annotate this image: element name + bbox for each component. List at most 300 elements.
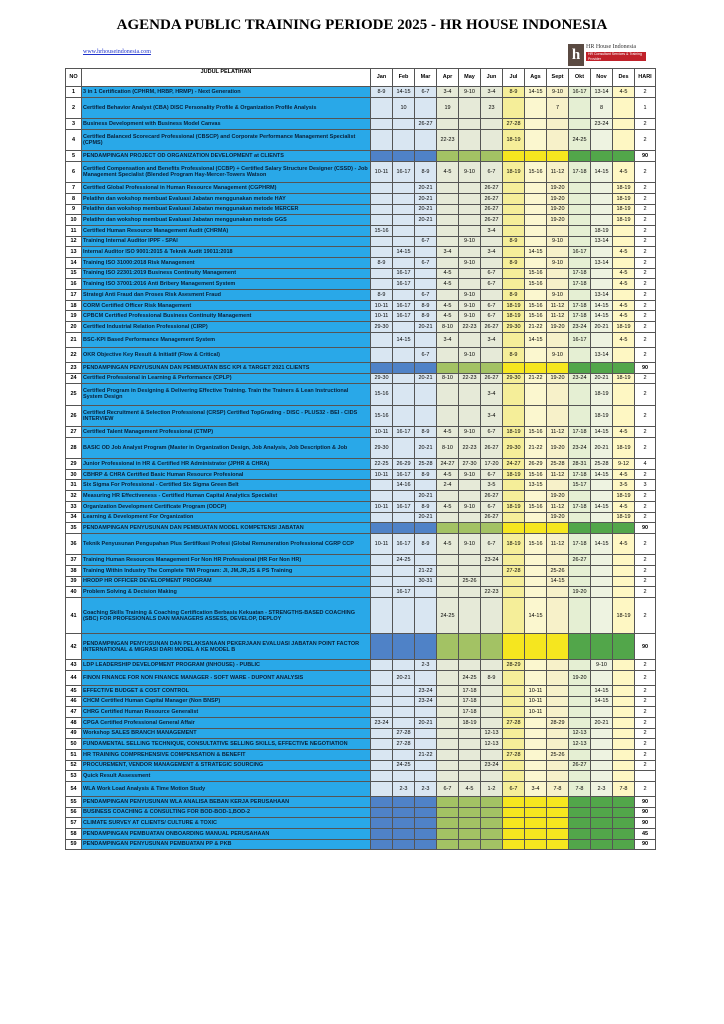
schedule-date-cell	[591, 634, 613, 660]
schedule-date-cell: 12-13	[481, 739, 503, 750]
schedule-date-cell: 24-25	[393, 555, 415, 566]
schedule-date-cell: 15-16	[525, 427, 547, 438]
schedule-date-cell	[371, 749, 393, 760]
schedule-date-cell: 27-28	[503, 717, 525, 728]
schedule-date-cell: 26-29	[525, 459, 547, 470]
schedule-date-cell	[459, 215, 481, 226]
schedule-date-cell	[437, 660, 459, 671]
schedule-date-cell: 16-17	[393, 427, 415, 438]
schedule-date-cell	[371, 818, 393, 829]
table-row	[66, 598, 656, 634]
schedule-date-cell	[613, 728, 635, 739]
schedule-date-cell	[437, 183, 459, 194]
schedule-date-cell: 26-27	[569, 760, 591, 771]
schedule-date-cell	[393, 829, 415, 840]
schedule-date-cell: 8	[591, 97, 613, 118]
schedule-date-cell: 25-28	[547, 459, 569, 470]
schedule-date-cell: 17-18	[569, 161, 591, 182]
row-number: 20	[66, 322, 82, 333]
schedule-date-cell: 2-3	[393, 782, 415, 797]
schedule-date-cell	[569, 523, 591, 534]
schedule-date-cell	[591, 670, 613, 685]
schedule-date-cell: 18-19	[591, 405, 613, 426]
training-schedule-table	[65, 68, 656, 850]
training-title: OKR Objective Key Result & Initiatif (Flow & Critical)	[82, 347, 371, 362]
schedule-date-cell	[371, 829, 393, 840]
schedule-date-cell	[613, 565, 635, 576]
schedule-date-cell	[459, 97, 481, 118]
schedule-date-cell	[437, 634, 459, 660]
schedule-date-cell	[569, 771, 591, 782]
schedule-date-cell	[415, 771, 437, 782]
training-title: PENDAMPINGAN PENYUSUNAN WLA ANALISA BEBAN KERJA PERUSAHAAN	[82, 797, 371, 808]
training-title: Training Internal Auditor IPPF - SPAI	[82, 236, 371, 247]
schedule-date-cell: 20-21	[415, 322, 437, 333]
schedule-date-cell: 11-12	[547, 161, 569, 182]
schedule-date-cell: 20-21	[591, 322, 613, 333]
table-row	[66, 555, 656, 566]
training-title: Certified Global Professional in Human Resource Management (CGPHRM)	[82, 183, 371, 194]
schedule-date-cell	[591, 576, 613, 587]
schedule-date-cell: 20-21	[415, 491, 437, 502]
schedule-date-cell	[591, 183, 613, 194]
schedule-date-cell	[547, 660, 569, 671]
schedule-date-cell: 18-19	[503, 533, 525, 554]
schedule-date-cell: 4-5	[437, 311, 459, 322]
schedule-date-cell: 16-17	[569, 87, 591, 98]
schedule-date-cell	[437, 193, 459, 204]
schedule-date-cell	[371, 151, 393, 162]
schedule-date-cell	[569, 362, 591, 373]
website-link[interactable]: www.hrhouseindonesia.com	[83, 49, 151, 55]
schedule-date-cell: 14-15	[525, 598, 547, 634]
training-title: Certified Compensation and Benefits Professional (CCBP) + Certified Salary Structure Designer (CSSD) - Job Management Specialist (Blended Program Hay-Mercer-Towers Watson	[82, 161, 371, 182]
table-row	[66, 268, 656, 279]
schedule-date-cell: 10-11	[371, 300, 393, 311]
schedule-date-cell	[613, 384, 635, 405]
schedule-date-cell	[547, 634, 569, 660]
schedule-date-cell	[415, 797, 437, 808]
training-title: Pelatihn dan wokshop membuat Evaluasi Jabatan menggunakan metode GGS	[82, 215, 371, 226]
schedule-date-cell: 18-19	[503, 469, 525, 480]
schedule-date-cell: 4-5	[613, 161, 635, 182]
table-row	[66, 634, 656, 660]
duration-days: 2	[635, 717, 656, 728]
table-row	[66, 279, 656, 290]
row-number: 10	[66, 215, 82, 226]
duration-days: 2	[635, 728, 656, 739]
row-number: 36	[66, 533, 82, 554]
schedule-date-cell	[437, 555, 459, 566]
schedule-date-cell	[547, 771, 569, 782]
schedule-date-cell: 9-10	[547, 87, 569, 98]
schedule-date-cell	[503, 771, 525, 782]
duration-days: 2	[635, 119, 656, 130]
duration-days: 2	[635, 670, 656, 685]
schedule-date-cell	[569, 565, 591, 576]
schedule-date-cell	[393, 225, 415, 236]
training-title: PENDAMPINGAN PENYUSUNAN DAN PEMBUATAN BSC KPI & TARGET 2021 CLIENTS	[82, 362, 371, 373]
schedule-date-cell: 17-18	[569, 533, 591, 554]
schedule-date-cell: 23-24	[371, 717, 393, 728]
schedule-date-cell: 3-4	[481, 332, 503, 347]
schedule-date-cell: 9-10	[459, 290, 481, 301]
schedule-date-cell	[393, 491, 415, 502]
schedule-date-cell: 18-19	[591, 225, 613, 236]
duration-days: 2	[635, 576, 656, 587]
schedule-date-cell	[569, 193, 591, 204]
schedule-date-cell: 26-27	[481, 215, 503, 226]
schedule-date-cell	[459, 129, 481, 150]
header-month: May	[459, 69, 481, 87]
schedule-date-cell: 9-10	[459, 300, 481, 311]
schedule-date-cell: 9-10	[547, 347, 569, 362]
schedule-date-cell: 6-7	[415, 290, 437, 301]
table-row	[66, 533, 656, 554]
schedule-date-cell: 4-5	[613, 469, 635, 480]
schedule-date-cell	[503, 247, 525, 258]
table-row	[66, 512, 656, 523]
schedule-date-cell	[525, 97, 547, 118]
schedule-date-cell	[371, 193, 393, 204]
schedule-date-cell: 20-21	[415, 204, 437, 215]
training-title: PENDAMPINGAN PENYUSUNAN DAN PELAKSANAAN PEKERJAAN EVALUASI JABATAN POINT FACTOR INTERNATIONAL & MIGRASI DARI MODEL A KE MODEL B	[82, 634, 371, 660]
row-number: 49	[66, 728, 82, 739]
schedule-date-cell: 27-28	[393, 728, 415, 739]
schedule-date-cell	[569, 347, 591, 362]
schedule-date-cell	[393, 797, 415, 808]
training-title: HRODP HR OFFICER DEVELOPMENT PROGRAM	[82, 576, 371, 587]
training-title: Junior Professional in HR & Certified HR Administrator (JPHR & CHRA)	[82, 459, 371, 470]
schedule-date-cell: 17-18	[569, 427, 591, 438]
table-row	[66, 685, 656, 696]
schedule-date-cell	[569, 598, 591, 634]
schedule-date-cell	[437, 512, 459, 523]
schedule-date-cell	[481, 129, 503, 150]
row-number: 55	[66, 797, 82, 808]
schedule-date-cell	[613, 119, 635, 130]
schedule-date-cell: 8-9	[415, 427, 437, 438]
schedule-date-cell	[525, 129, 547, 150]
row-number: 19	[66, 311, 82, 322]
schedule-date-cell: 14-15	[525, 247, 547, 258]
schedule-date-cell	[459, 119, 481, 130]
training-title: Training ISO 22301:2019 Business Continuity Management	[82, 268, 371, 279]
schedule-date-cell	[415, 362, 437, 373]
row-number: 30	[66, 469, 82, 480]
schedule-date-cell	[525, 760, 547, 771]
schedule-date-cell: 12-13	[569, 728, 591, 739]
table-row	[66, 469, 656, 480]
schedule-date-cell: 6-7	[481, 300, 503, 311]
schedule-date-cell: 3-4	[481, 405, 503, 426]
training-title: Certified Human Resource Management Audit (CHRMA)	[82, 225, 371, 236]
schedule-date-cell: 15-16	[525, 268, 547, 279]
duration-days: 2	[635, 685, 656, 696]
duration-days: 2	[635, 501, 656, 512]
table-row	[66, 459, 656, 470]
schedule-date-cell: 9-10	[459, 236, 481, 247]
training-title: Learning & Development For Organization	[82, 512, 371, 523]
training-title: Internal Auditor ISO 9001:2015 & Teknik Audit 19011:2018	[82, 247, 371, 258]
header-month: Des	[613, 69, 635, 87]
schedule-date-cell	[569, 512, 591, 523]
table-row	[66, 183, 656, 194]
training-title: FUNDAMENTAL SELLING TECHNIQUE, CONSULTATIVE SELLING SKILLS, EFFECTIVE NEGOTIATION	[82, 739, 371, 750]
training-title: Training Within Industry The Complete TWI Program: JI, JM,JR,JS & PS Training	[82, 565, 371, 576]
schedule-date-cell	[371, 362, 393, 373]
schedule-date-cell: 16-17	[569, 332, 591, 347]
schedule-date-cell: 13-14	[591, 290, 613, 301]
schedule-date-cell	[613, 696, 635, 707]
schedule-date-cell	[437, 405, 459, 426]
training-title: Strategi Anti Fraud dan Proses Risk Asesment Fraud	[82, 290, 371, 301]
schedule-date-cell: 10-11	[525, 696, 547, 707]
schedule-date-cell	[569, 258, 591, 269]
schedule-date-cell	[371, 279, 393, 290]
schedule-date-cell	[547, 119, 569, 130]
schedule-date-cell	[525, 290, 547, 301]
schedule-date-cell: 29-30	[503, 322, 525, 333]
schedule-date-cell: 26-27	[569, 555, 591, 566]
schedule-date-cell	[525, 839, 547, 850]
training-title: Certified Behavior Analyst (CBA) DISC Personality Profile & Organization Profile Analysis	[82, 97, 371, 118]
schedule-date-cell: 25-28	[415, 459, 437, 470]
schedule-date-cell	[525, 587, 547, 598]
row-number: 42	[66, 634, 82, 660]
schedule-date-cell	[547, 807, 569, 818]
schedule-date-cell: 12-13	[569, 739, 591, 750]
schedule-date-cell	[503, 268, 525, 279]
schedule-date-cell: 15-16	[525, 161, 547, 182]
schedule-date-cell	[459, 818, 481, 829]
schedule-date-cell: 14-15	[547, 576, 569, 587]
schedule-date-cell	[613, 97, 635, 118]
schedule-date-cell	[503, 797, 525, 808]
schedule-date-cell	[371, 236, 393, 247]
schedule-date-cell	[591, 839, 613, 850]
header-month: Mar	[415, 69, 437, 87]
row-number: 57	[66, 818, 82, 829]
schedule-date-cell	[371, 347, 393, 362]
schedule-date-cell	[569, 384, 591, 405]
schedule-date-cell	[547, 384, 569, 405]
schedule-date-cell	[393, 696, 415, 707]
schedule-date-cell	[525, 215, 547, 226]
duration-days: 2	[635, 373, 656, 384]
table-row	[66, 290, 656, 301]
schedule-date-cell	[503, 670, 525, 685]
duration-days: 2	[635, 183, 656, 194]
schedule-date-cell	[371, 807, 393, 818]
schedule-date-cell: 8-10	[437, 322, 459, 333]
schedule-date-cell	[393, 322, 415, 333]
schedule-date-cell: 17-18	[569, 268, 591, 279]
schedule-date-cell	[393, 839, 415, 850]
schedule-date-cell: 3-4	[437, 87, 459, 98]
schedule-date-cell: 15-16	[525, 279, 547, 290]
schedule-date-cell	[525, 183, 547, 194]
schedule-date-cell	[613, 771, 635, 782]
schedule-date-cell	[437, 347, 459, 362]
duration-days: 2	[635, 268, 656, 279]
schedule-date-cell	[437, 760, 459, 771]
schedule-date-cell	[371, 555, 393, 566]
schedule-date-cell	[459, 480, 481, 491]
row-number: 32	[66, 491, 82, 502]
schedule-date-cell: 3-5	[613, 480, 635, 491]
schedule-date-cell	[437, 576, 459, 587]
training-title: BSC-KPI Based Performance Management System	[82, 332, 371, 347]
schedule-date-cell	[547, 279, 569, 290]
schedule-date-cell: 3-4	[437, 332, 459, 347]
table-row	[66, 129, 656, 150]
schedule-date-cell: 18-19	[613, 437, 635, 458]
schedule-date-cell	[481, 660, 503, 671]
schedule-date-cell	[503, 839, 525, 850]
row-number: 13	[66, 247, 82, 258]
schedule-date-cell	[591, 818, 613, 829]
schedule-date-cell	[459, 807, 481, 818]
schedule-date-cell: 15-17	[569, 480, 591, 491]
duration-days: 2	[635, 696, 656, 707]
schedule-date-cell	[591, 797, 613, 808]
schedule-date-cell: 29-30	[371, 373, 393, 384]
schedule-date-cell	[371, 204, 393, 215]
schedule-date-cell: 26-27	[415, 119, 437, 130]
schedule-date-cell	[393, 598, 415, 634]
schedule-date-cell: 4-5	[437, 268, 459, 279]
schedule-date-cell: 27-28	[503, 749, 525, 760]
schedule-date-cell	[393, 749, 415, 760]
duration-days: 2	[635, 587, 656, 598]
schedule-date-cell	[437, 670, 459, 685]
duration-days: 2	[635, 565, 656, 576]
schedule-date-cell	[613, 634, 635, 660]
schedule-date-cell	[503, 728, 525, 739]
schedule-date-cell: 17-18	[569, 469, 591, 480]
schedule-date-cell: 29-30	[371, 437, 393, 458]
schedule-date-cell	[437, 384, 459, 405]
schedule-date-cell	[481, 151, 503, 162]
duration-days: 2	[635, 749, 656, 760]
row-number: 52	[66, 760, 82, 771]
table-row	[66, 760, 656, 771]
row-number: 58	[66, 829, 82, 840]
training-title: Organization Development Certificate Program (ODCP)	[82, 501, 371, 512]
schedule-date-cell: 24-25	[437, 598, 459, 634]
training-title: BUSINESS COACHING & CONSULTING FOR BOD-BOD-1,BOD-2	[82, 807, 371, 818]
schedule-date-cell: 9-10	[459, 347, 481, 362]
schedule-date-cell	[503, 512, 525, 523]
schedule-date-cell	[415, 829, 437, 840]
duration-days: 2	[635, 290, 656, 301]
schedule-date-cell	[371, 247, 393, 258]
schedule-date-cell	[613, 151, 635, 162]
training-title: HR TRAINING COMPREHENSIVE COMPENSATION & BENEFIT	[82, 749, 371, 760]
schedule-date-cell: 21-22	[415, 749, 437, 760]
schedule-date-cell	[503, 523, 525, 534]
schedule-date-cell: 2-4	[437, 480, 459, 491]
duration-days: 2	[635, 236, 656, 247]
row-number: 34	[66, 512, 82, 523]
duration-days: 1	[635, 97, 656, 118]
training-title: CBHRP & CHRA Certified Basic Human Resource Profesional	[82, 469, 371, 480]
schedule-date-cell	[503, 279, 525, 290]
schedule-date-cell	[503, 204, 525, 215]
schedule-date-cell: 6-7	[481, 533, 503, 554]
schedule-date-cell	[437, 225, 459, 236]
schedule-date-cell	[547, 707, 569, 718]
schedule-date-cell	[569, 839, 591, 850]
table-row	[66, 797, 656, 808]
schedule-date-cell	[525, 634, 547, 660]
row-number: 51	[66, 749, 82, 760]
schedule-date-cell	[437, 151, 459, 162]
schedule-date-cell: 16-17	[393, 311, 415, 322]
schedule-date-cell	[437, 807, 459, 818]
row-number: 7	[66, 183, 82, 194]
schedule-date-cell	[393, 290, 415, 301]
duration-days: 2	[635, 279, 656, 290]
schedule-date-cell: 28-31	[569, 459, 591, 470]
schedule-date-cell	[569, 215, 591, 226]
schedule-date-cell: 14-15	[591, 533, 613, 554]
training-title: CLIMATE SURVEY AT CLIENTS/ CULTURE & TOXIC	[82, 818, 371, 829]
schedule-date-cell: 10-11	[371, 501, 393, 512]
schedule-date-cell: 20-21	[415, 373, 437, 384]
row-number: 47	[66, 707, 82, 718]
schedule-date-cell: 25-26	[459, 576, 481, 587]
table-row	[66, 347, 656, 362]
schedule-date-cell: 10-11	[525, 685, 547, 696]
schedule-date-cell	[525, 797, 547, 808]
schedule-date-cell	[481, 290, 503, 301]
schedule-date-cell: 4-5	[613, 300, 635, 311]
schedule-date-cell: 23-24	[569, 437, 591, 458]
duration-days: 2	[635, 247, 656, 258]
schedule-date-cell	[547, 818, 569, 829]
training-title: Certified Recruitment & Selection Professional (CRSP) Certified TopGrading - DISC - PLUS32 - BEI - CIDS INTERVIEW	[82, 405, 371, 426]
schedule-date-cell: 10-11	[371, 161, 393, 182]
schedule-date-cell	[525, 362, 547, 373]
schedule-date-cell: 15-16	[525, 300, 547, 311]
schedule-date-cell	[393, 512, 415, 523]
table-row	[66, 501, 656, 512]
schedule-date-cell	[525, 576, 547, 587]
header-month: Jul	[503, 69, 525, 87]
schedule-date-cell: 20-21	[415, 183, 437, 194]
schedule-date-cell: 21-22	[525, 437, 547, 458]
schedule-date-cell: 17-20	[481, 459, 503, 470]
schedule-date-cell	[415, 598, 437, 634]
training-title: Pelatihn dan wokshop membuat Evaluasi Jabatan menggunakan metode HAY	[82, 193, 371, 204]
schedule-date-cell	[503, 598, 525, 634]
schedule-date-cell	[437, 728, 459, 739]
schedule-date-cell: 18-19	[503, 161, 525, 182]
schedule-date-cell	[613, 236, 635, 247]
schedule-date-cell	[503, 696, 525, 707]
schedule-date-cell: 6-7	[481, 469, 503, 480]
duration-days: 2	[635, 384, 656, 405]
schedule-date-cell	[547, 268, 569, 279]
schedule-date-cell	[569, 491, 591, 502]
schedule-date-cell: 11-12	[547, 469, 569, 480]
schedule-date-cell: 6-7	[481, 268, 503, 279]
duration-days: 3	[635, 480, 656, 491]
table-row	[66, 119, 656, 130]
schedule-date-cell	[591, 332, 613, 347]
